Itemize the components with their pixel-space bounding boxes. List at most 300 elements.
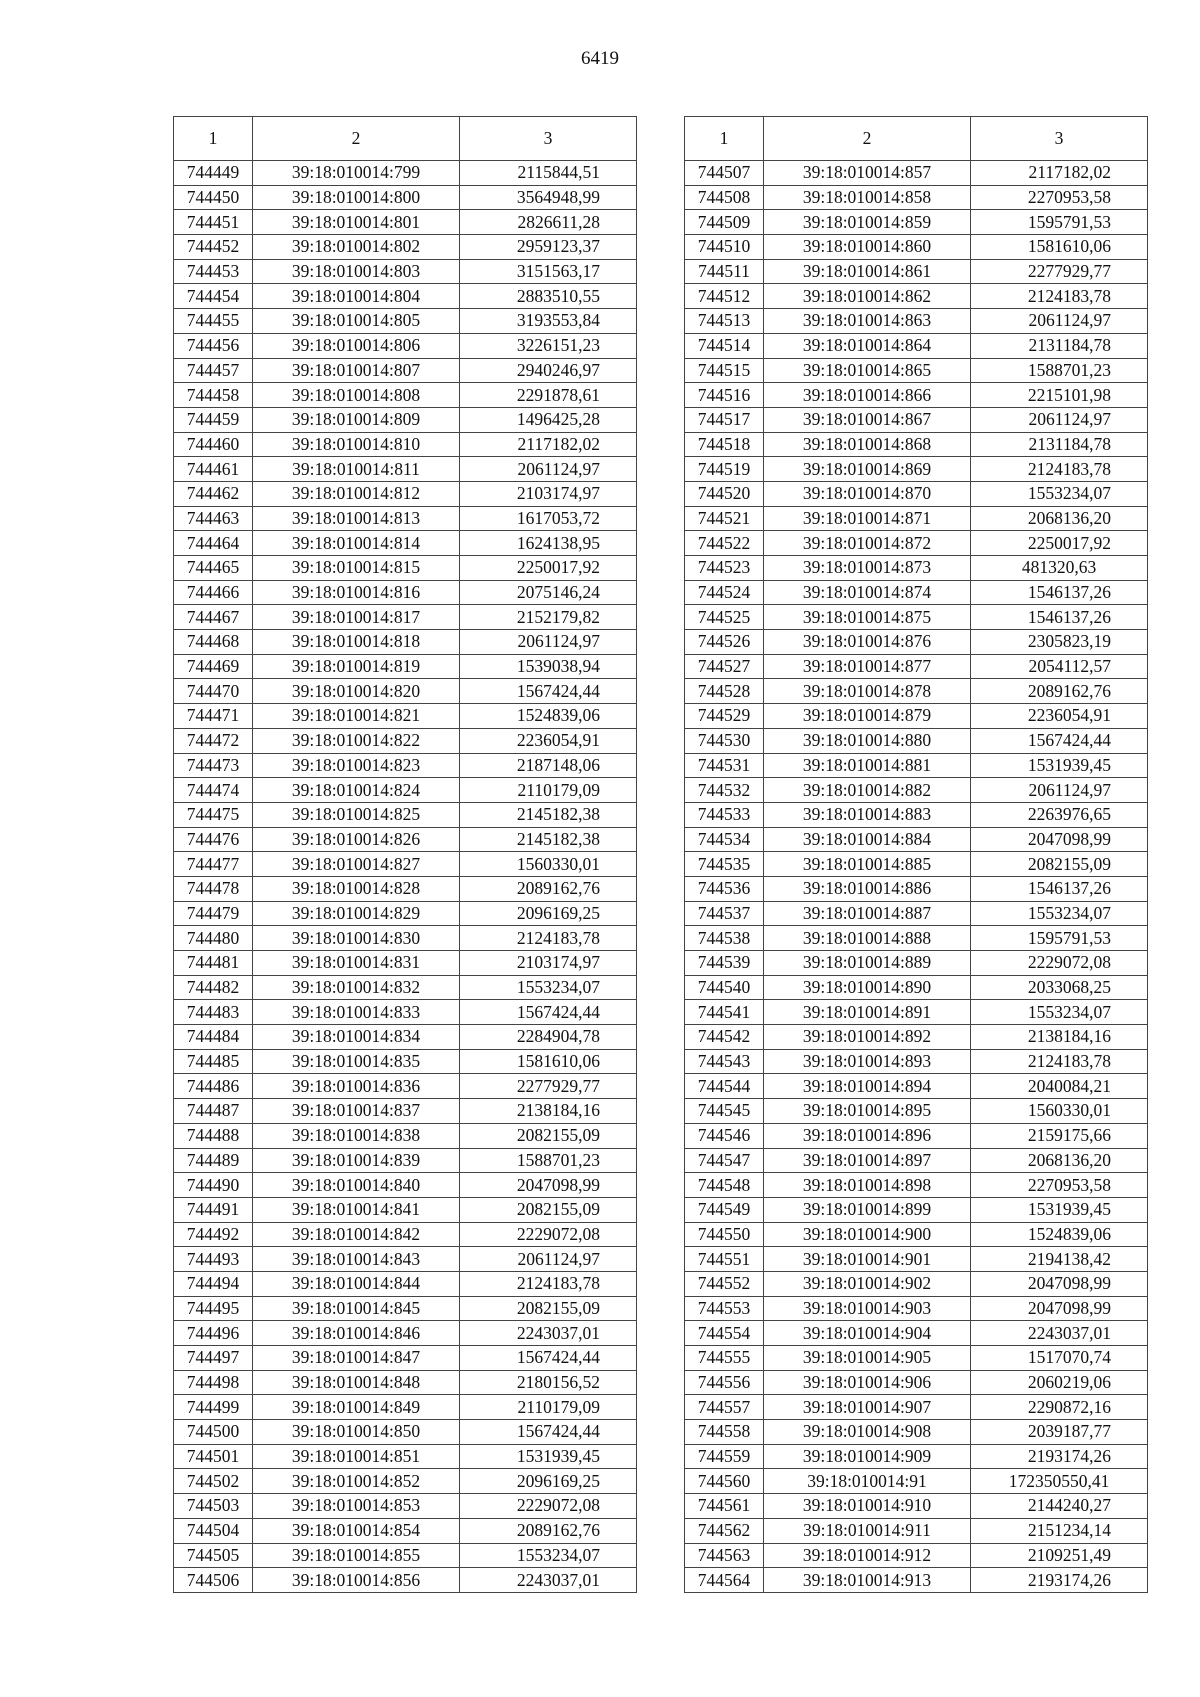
row-number-cell: 744560 xyxy=(685,1469,764,1494)
row-number-cell: 744473 xyxy=(174,753,253,778)
table-row xyxy=(685,1370,1148,1395)
table-row xyxy=(685,1346,1148,1371)
table-row xyxy=(174,1395,637,1420)
cadastral-number-cell: 39:18:010014:852 xyxy=(253,1469,460,1494)
table-row xyxy=(685,1568,1148,1593)
registry-table-left xyxy=(173,116,637,1593)
row-number-cell: 744512 xyxy=(685,284,764,309)
row-number-cell: 744526 xyxy=(685,630,764,655)
cadastral-number-cell: 39:18:010014:870 xyxy=(764,481,971,506)
table-row xyxy=(685,901,1148,926)
cadastral-number-cell: 39:18:010014:884 xyxy=(764,827,971,852)
row-number-cell: 744502 xyxy=(174,1469,253,1494)
row-number-cell: 744525 xyxy=(685,605,764,630)
value-cell: 2152179,82 xyxy=(460,605,637,630)
table-row xyxy=(174,1099,637,1124)
table-row xyxy=(174,556,637,581)
cadastral-number-cell: 39:18:010014:841 xyxy=(253,1197,460,1222)
row-number-cell: 744505 xyxy=(174,1543,253,1568)
cadastral-number-cell: 39:18:010014:839 xyxy=(253,1148,460,1173)
value-cell: 1553234,07 xyxy=(971,481,1148,506)
value-cell: 2250017,92 xyxy=(460,556,637,581)
value-cell: 2193174,26 xyxy=(971,1444,1148,1469)
value-cell: 2047098,99 xyxy=(971,1271,1148,1296)
table-row xyxy=(685,235,1148,260)
cadastral-number-cell: 39:18:010014:821 xyxy=(253,704,460,729)
value-cell: 1588701,23 xyxy=(971,358,1148,383)
cadastral-number-cell: 39:18:010014:815 xyxy=(253,556,460,581)
table-row xyxy=(685,1197,1148,1222)
row-number-cell: 744470 xyxy=(174,679,253,704)
row-number-cell: 744535 xyxy=(685,852,764,877)
value-cell: 1546137,26 xyxy=(971,605,1148,630)
row-number-cell: 744461 xyxy=(174,457,253,482)
cadastral-number-cell: 39:18:010014:859 xyxy=(764,210,971,235)
row-number-cell: 744543 xyxy=(685,1049,764,1074)
row-number-cell: 744455 xyxy=(174,309,253,334)
table-row xyxy=(174,1469,637,1494)
row-number-cell: 744510 xyxy=(685,235,764,260)
cadastral-number-cell: 39:18:010014:891 xyxy=(764,1000,971,1025)
value-cell: 1560330,01 xyxy=(460,852,637,877)
cadastral-number-cell: 39:18:010014:853 xyxy=(253,1494,460,1519)
table-row xyxy=(174,235,637,260)
table-row xyxy=(685,1444,1148,1469)
value-cell: 2089162,76 xyxy=(971,679,1148,704)
cadastral-number-cell: 39:18:010014:813 xyxy=(253,506,460,531)
cadastral-number-cell: 39:18:010014:899 xyxy=(764,1197,971,1222)
table-row xyxy=(174,1543,637,1568)
cadastral-number-cell: 39:18:010014:893 xyxy=(764,1049,971,1074)
table-row xyxy=(174,852,637,877)
cadastral-number-cell: 39:18:010014:907 xyxy=(764,1395,971,1420)
row-number-cell: 744564 xyxy=(685,1568,764,1593)
value-cell: 1560330,01 xyxy=(971,1099,1148,1124)
cadastral-number-cell: 39:18:010014:838 xyxy=(253,1123,460,1148)
cadastral-number-cell: 39:18:010014:885 xyxy=(764,852,971,877)
table-row xyxy=(685,827,1148,852)
cadastral-number-cell: 39:18:010014:857 xyxy=(764,161,971,186)
value-cell: 2145182,38 xyxy=(460,827,637,852)
cadastral-number-cell: 39:18:010014:846 xyxy=(253,1321,460,1346)
value-cell: 2082155,09 xyxy=(971,852,1148,877)
value-cell: 2110179,09 xyxy=(460,1395,637,1420)
table-row xyxy=(685,1222,1148,1247)
row-number-cell: 744559 xyxy=(685,1444,764,1469)
table-row xyxy=(174,1197,637,1222)
cadastral-number-cell: 39:18:010014:910 xyxy=(764,1494,971,1519)
value-cell: 2117182,02 xyxy=(971,161,1148,186)
cadastral-number-cell: 39:18:010014:856 xyxy=(253,1568,460,1593)
cadastral-number-cell: 39:18:010014:848 xyxy=(253,1370,460,1395)
row-number-cell: 744552 xyxy=(685,1271,764,1296)
cadastral-number-cell: 39:18:010014:913 xyxy=(764,1568,971,1593)
value-cell: 2180156,52 xyxy=(460,1370,637,1395)
value-cell: 2229072,08 xyxy=(460,1494,637,1519)
row-number-cell: 744520 xyxy=(685,481,764,506)
value-cell: 2940246,97 xyxy=(460,358,637,383)
row-number-cell: 744460 xyxy=(174,432,253,457)
cadastral-number-cell: 39:18:010014:801 xyxy=(253,210,460,235)
value-cell: 1617053,72 xyxy=(460,506,637,531)
table-row xyxy=(174,728,637,753)
value-cell: 2131184,78 xyxy=(971,333,1148,358)
table-row xyxy=(685,1271,1148,1296)
row-number-cell: 744522 xyxy=(685,531,764,556)
value-cell: 2039187,77 xyxy=(971,1420,1148,1445)
value-cell: 2103174,97 xyxy=(460,951,637,976)
row-number-cell: 744545 xyxy=(685,1099,764,1124)
cadastral-number-cell: 39:18:010014:804 xyxy=(253,284,460,309)
cadastral-number-cell: 39:18:010014:868 xyxy=(764,432,971,457)
table-row xyxy=(174,1123,637,1148)
table-row xyxy=(685,802,1148,827)
cadastral-number-cell: 39:18:010014:803 xyxy=(253,259,460,284)
table-row xyxy=(174,876,637,901)
cadastral-number-cell: 39:18:010014:831 xyxy=(253,951,460,976)
cadastral-number-cell: 39:18:010014:866 xyxy=(764,383,971,408)
value-cell: 2243037,01 xyxy=(971,1321,1148,1346)
value-cell: 1531939,45 xyxy=(971,753,1148,778)
table-row xyxy=(174,1346,637,1371)
table-row xyxy=(685,1049,1148,1074)
table-row xyxy=(685,975,1148,1000)
table-row xyxy=(174,210,637,235)
row-number-cell: 744549 xyxy=(685,1197,764,1222)
table-row xyxy=(685,1469,1148,1494)
value-cell: 2124183,78 xyxy=(971,457,1148,482)
header-col-3: 3 xyxy=(460,117,637,161)
table-row xyxy=(174,605,637,630)
value-cell: 2124183,78 xyxy=(971,284,1148,309)
value-cell: 2236054,91 xyxy=(460,728,637,753)
cadastral-number-cell: 39:18:010014:854 xyxy=(253,1518,460,1543)
table-row xyxy=(685,185,1148,210)
table-row xyxy=(174,926,637,951)
row-number-cell: 744524 xyxy=(685,580,764,605)
cadastral-number-cell: 39:18:010014:874 xyxy=(764,580,971,605)
cadastral-number-cell: 39:18:010014:805 xyxy=(253,309,460,334)
value-cell: 2089162,76 xyxy=(460,876,637,901)
row-number-cell: 744531 xyxy=(685,753,764,778)
value-cell: 3226151,23 xyxy=(460,333,637,358)
row-number-cell: 744563 xyxy=(685,1543,764,1568)
value-cell: 2096169,25 xyxy=(460,901,637,926)
row-number-cell: 744504 xyxy=(174,1518,253,1543)
table-row xyxy=(174,161,637,186)
cadastral-number-cell: 39:18:010014:812 xyxy=(253,481,460,506)
table-row xyxy=(174,753,637,778)
cadastral-number-cell: 39:18:010014:824 xyxy=(253,778,460,803)
value-cell: 2060219,06 xyxy=(971,1370,1148,1395)
row-number-cell: 744550 xyxy=(685,1222,764,1247)
row-number-cell: 744517 xyxy=(685,407,764,432)
row-number-cell: 744540 xyxy=(685,975,764,1000)
row-number-cell: 744467 xyxy=(174,605,253,630)
row-number-cell: 744553 xyxy=(685,1296,764,1321)
cadastral-number-cell: 39:18:010014:863 xyxy=(764,309,971,334)
table-row xyxy=(685,1518,1148,1543)
value-cell: 2250017,92 xyxy=(971,531,1148,556)
value-cell: 2068136,20 xyxy=(971,1148,1148,1173)
row-number-cell: 744450 xyxy=(174,185,253,210)
row-number-cell: 744501 xyxy=(174,1444,253,1469)
row-number-cell: 744516 xyxy=(685,383,764,408)
cadastral-number-cell: 39:18:010014:851 xyxy=(253,1444,460,1469)
row-number-cell: 744542 xyxy=(685,1025,764,1050)
cadastral-number-cell: 39:18:010014:850 xyxy=(253,1420,460,1445)
row-number-cell: 744475 xyxy=(174,802,253,827)
value-cell: 2082155,09 xyxy=(460,1197,637,1222)
cadastral-number-cell: 39:18:010014:887 xyxy=(764,901,971,926)
table-row xyxy=(174,1049,637,1074)
value-cell: 2243037,01 xyxy=(460,1568,637,1593)
row-number-cell: 744530 xyxy=(685,728,764,753)
row-number-cell: 744477 xyxy=(174,852,253,877)
value-cell: 2047098,99 xyxy=(460,1173,637,1198)
cadastral-number-cell: 39:18:010014:898 xyxy=(764,1173,971,1198)
table-row xyxy=(685,580,1148,605)
table-row xyxy=(685,1099,1148,1124)
row-number-cell: 744491 xyxy=(174,1197,253,1222)
row-number-cell: 744514 xyxy=(685,333,764,358)
row-number-cell: 744463 xyxy=(174,506,253,531)
value-cell: 2075146,24 xyxy=(460,580,637,605)
value-cell: 2054112,57 xyxy=(971,654,1148,679)
table-row xyxy=(174,654,637,679)
table-row xyxy=(685,605,1148,630)
row-number-cell: 744466 xyxy=(174,580,253,605)
value-cell: 1546137,26 xyxy=(971,876,1148,901)
value-cell: 2068136,20 xyxy=(971,506,1148,531)
value-cell: 2145182,38 xyxy=(460,802,637,827)
row-number-cell: 744489 xyxy=(174,1148,253,1173)
value-cell: 2277929,77 xyxy=(460,1074,637,1099)
row-number-cell: 744513 xyxy=(685,309,764,334)
value-cell: 1553234,07 xyxy=(971,901,1148,926)
row-number-cell: 744482 xyxy=(174,975,253,1000)
cadastral-number-cell: 39:18:010014:865 xyxy=(764,358,971,383)
row-number-cell: 744509 xyxy=(685,210,764,235)
header-col-2: 2 xyxy=(253,117,460,161)
cadastral-number-cell: 39:18:010014:911 xyxy=(764,1518,971,1543)
cadastral-number-cell: 39:18:010014:845 xyxy=(253,1296,460,1321)
table-row xyxy=(685,1074,1148,1099)
table-row xyxy=(685,556,1148,581)
table-row xyxy=(174,259,637,284)
cadastral-number-cell: 39:18:010014:905 xyxy=(764,1346,971,1371)
table-row xyxy=(685,778,1148,803)
value-cell: 1524839,06 xyxy=(971,1222,1148,1247)
table-row xyxy=(174,432,637,457)
value-cell: 1588701,23 xyxy=(460,1148,637,1173)
cadastral-number-cell: 39:18:010014:837 xyxy=(253,1099,460,1124)
table-row xyxy=(685,407,1148,432)
row-number-cell: 744555 xyxy=(685,1346,764,1371)
row-number-cell: 744478 xyxy=(174,876,253,901)
table-row xyxy=(685,926,1148,951)
table-row xyxy=(174,901,637,926)
table-row xyxy=(685,951,1148,976)
table-header-row xyxy=(174,117,637,161)
table-row xyxy=(685,506,1148,531)
cadastral-number-cell: 39:18:010014:825 xyxy=(253,802,460,827)
value-cell: 2082155,09 xyxy=(460,1296,637,1321)
cadastral-number-cell: 39:18:010014:806 xyxy=(253,333,460,358)
cadastral-number-cell: 39:18:010014:872 xyxy=(764,531,971,556)
cadastral-number-cell: 39:18:010014:816 xyxy=(253,580,460,605)
value-cell: 1531939,45 xyxy=(460,1444,637,1469)
cadastral-number-cell: 39:18:010014:822 xyxy=(253,728,460,753)
table-row xyxy=(174,951,637,976)
row-number-cell: 744498 xyxy=(174,1370,253,1395)
row-number-cell: 744539 xyxy=(685,951,764,976)
cadastral-number-cell: 39:18:010014:818 xyxy=(253,630,460,655)
table-row xyxy=(685,457,1148,482)
cadastral-number-cell: 39:18:010014:862 xyxy=(764,284,971,309)
table-row xyxy=(685,852,1148,877)
row-number-cell: 744532 xyxy=(685,778,764,803)
row-number-cell: 744496 xyxy=(174,1321,253,1346)
table-row xyxy=(174,1025,637,1050)
value-cell: 481320,63 xyxy=(971,556,1148,581)
table-row xyxy=(174,704,637,729)
row-number-cell: 744476 xyxy=(174,827,253,852)
row-number-cell: 744462 xyxy=(174,481,253,506)
value-cell: 2138184,16 xyxy=(460,1099,637,1124)
registry-table-right xyxy=(684,116,1148,1593)
value-cell: 2284904,78 xyxy=(460,1025,637,1050)
cadastral-number-cell: 39:18:010014:882 xyxy=(764,778,971,803)
table-row xyxy=(174,1074,637,1099)
table-header-row xyxy=(685,117,1148,161)
cadastral-number-cell: 39:18:010014:830 xyxy=(253,926,460,951)
header-col-1: 1 xyxy=(174,117,253,161)
table-row xyxy=(174,1296,637,1321)
value-cell: 2096169,25 xyxy=(460,1469,637,1494)
row-number-cell: 744474 xyxy=(174,778,253,803)
table-row xyxy=(174,1148,637,1173)
row-number-cell: 744519 xyxy=(685,457,764,482)
cadastral-number-cell: 39:18:010014:904 xyxy=(764,1321,971,1346)
row-number-cell: 744506 xyxy=(174,1568,253,1593)
cadastral-number-cell: 39:18:010014:888 xyxy=(764,926,971,951)
row-number-cell: 744457 xyxy=(174,358,253,383)
value-cell: 3564948,99 xyxy=(460,185,637,210)
page-number: 6419 xyxy=(581,48,619,69)
cadastral-number-cell: 39:18:010014:855 xyxy=(253,1543,460,1568)
value-cell: 2061124,97 xyxy=(460,1247,637,1272)
row-number-cell: 744529 xyxy=(685,704,764,729)
row-number-cell: 744558 xyxy=(685,1420,764,1445)
value-cell: 1517070,74 xyxy=(971,1346,1148,1371)
value-cell: 2291878,61 xyxy=(460,383,637,408)
cadastral-number-cell: 39:18:010014:840 xyxy=(253,1173,460,1198)
table-row xyxy=(174,1321,637,1346)
value-cell: 2159175,66 xyxy=(971,1123,1148,1148)
cadastral-number-cell: 39:18:010014:876 xyxy=(764,630,971,655)
cadastral-number-cell: 39:18:010014:881 xyxy=(764,753,971,778)
table-row xyxy=(685,333,1148,358)
value-cell: 2110179,09 xyxy=(460,778,637,803)
table-row xyxy=(174,383,637,408)
value-cell: 2061124,97 xyxy=(971,778,1148,803)
cadastral-number-cell: 39:18:010014:820 xyxy=(253,679,460,704)
value-cell: 2047098,99 xyxy=(971,1296,1148,1321)
table-row xyxy=(685,1321,1148,1346)
row-number-cell: 744534 xyxy=(685,827,764,852)
row-number-cell: 744485 xyxy=(174,1049,253,1074)
table-row xyxy=(685,1123,1148,1148)
table-row xyxy=(174,333,637,358)
row-number-cell: 744515 xyxy=(685,358,764,383)
cadastral-number-cell: 39:18:010014:867 xyxy=(764,407,971,432)
table-row xyxy=(685,1494,1148,1519)
value-cell: 2270953,58 xyxy=(971,185,1148,210)
table-row xyxy=(685,284,1148,309)
row-number-cell: 744453 xyxy=(174,259,253,284)
value-cell: 1595791,53 xyxy=(971,210,1148,235)
row-number-cell: 744480 xyxy=(174,926,253,951)
value-cell: 1539038,94 xyxy=(460,654,637,679)
cadastral-number-cell: 39:18:010014:817 xyxy=(253,605,460,630)
header-col-2: 2 xyxy=(764,117,971,161)
value-cell: 2959123,37 xyxy=(460,235,637,260)
row-number-cell: 744546 xyxy=(685,1123,764,1148)
cadastral-number-cell: 39:18:010014:878 xyxy=(764,679,971,704)
cadastral-number-cell: 39:18:010014:864 xyxy=(764,333,971,358)
table-row xyxy=(174,827,637,852)
row-number-cell: 744454 xyxy=(174,284,253,309)
value-cell: 2305823,19 xyxy=(971,630,1148,655)
row-number-cell: 744490 xyxy=(174,1173,253,1198)
value-cell: 1553234,07 xyxy=(971,1000,1148,1025)
row-number-cell: 744472 xyxy=(174,728,253,753)
row-number-cell: 744469 xyxy=(174,654,253,679)
row-number-cell: 744562 xyxy=(685,1518,764,1543)
value-cell: 2117182,02 xyxy=(460,432,637,457)
cadastral-number-cell: 39:18:010014:892 xyxy=(764,1025,971,1050)
row-number-cell: 744527 xyxy=(685,654,764,679)
value-cell: 1581610,06 xyxy=(971,235,1148,260)
table-row xyxy=(174,975,637,1000)
row-number-cell: 744451 xyxy=(174,210,253,235)
row-number-cell: 744500 xyxy=(174,1420,253,1445)
value-cell: 2270953,58 xyxy=(971,1173,1148,1198)
table-row xyxy=(685,679,1148,704)
cadastral-number-cell: 39:18:010014:879 xyxy=(764,704,971,729)
table-row xyxy=(685,1395,1148,1420)
table-row xyxy=(685,531,1148,556)
table-row xyxy=(174,407,637,432)
row-number-cell: 744458 xyxy=(174,383,253,408)
value-cell: 2229072,08 xyxy=(971,951,1148,976)
row-number-cell: 744523 xyxy=(685,556,764,581)
row-number-cell: 744556 xyxy=(685,1370,764,1395)
table-row xyxy=(174,457,637,482)
cadastral-number-cell: 39:18:010014:814 xyxy=(253,531,460,556)
row-number-cell: 744541 xyxy=(685,1000,764,1025)
value-cell: 1553234,07 xyxy=(460,1543,637,1568)
cadastral-number-cell: 39:18:010014:833 xyxy=(253,1000,460,1025)
row-number-cell: 744538 xyxy=(685,926,764,951)
value-cell: 1567424,44 xyxy=(460,1420,637,1445)
table-row xyxy=(685,1543,1148,1568)
value-cell: 172350550,41 xyxy=(971,1469,1148,1494)
table-row xyxy=(174,1568,637,1593)
table-row xyxy=(174,506,637,531)
cadastral-number-cell: 39:18:010014:871 xyxy=(764,506,971,531)
